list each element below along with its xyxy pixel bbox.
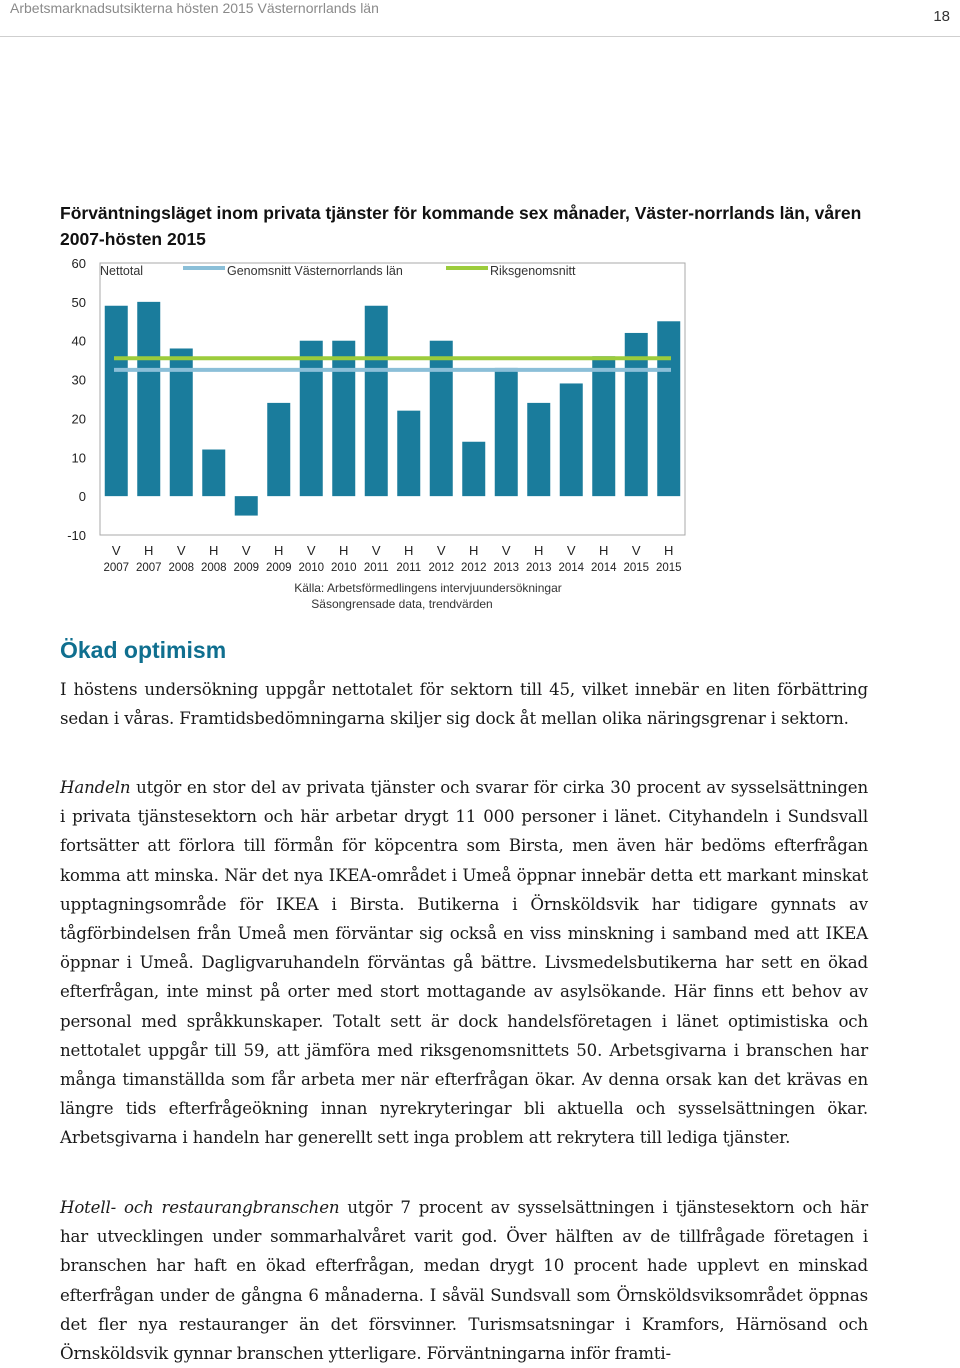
chart-note: Säsongrensade data, trendvärden	[311, 597, 493, 611]
x-tick-season: V	[176, 543, 186, 558]
x-tick-year: 2007	[103, 562, 130, 574]
paragraph-lead: Hotell- och restaurangbranschen	[60, 1198, 340, 1217]
y-tick-label: 30	[71, 372, 86, 388]
x-tick-season: H	[469, 543, 479, 558]
chart-title: Förväntningsläget inom privata tjänster för kommande sex månader, Väster-norrlands län, våren 2007-hösten 2015	[60, 203, 862, 249]
bar	[397, 411, 420, 496]
x-tick-season: V	[111, 543, 121, 558]
bar	[137, 302, 160, 496]
bar	[430, 341, 453, 496]
bar	[105, 306, 128, 496]
x-tick-year: 2012	[460, 562, 487, 574]
x-tick-season: H	[534, 543, 544, 558]
x-tick-year: 2009	[233, 562, 260, 574]
x-tick-season: H	[339, 543, 349, 558]
x-tick-year: 2014	[590, 562, 617, 574]
x-tick-year: 2015	[623, 562, 650, 574]
legend-label: Genomsnitt Västernorrlands län	[227, 264, 403, 278]
x-tick-season: H	[274, 543, 284, 558]
x-tick-year: 2010	[298, 562, 325, 574]
bar	[332, 341, 355, 496]
paragraph-lead: Handeln	[60, 778, 131, 797]
bar	[462, 442, 485, 496]
bar	[267, 403, 290, 496]
x-tick-year: 2015	[655, 562, 682, 574]
paragraph-intro: I höstens undersökning uppgår nettotalet för sektorn till 45, vilket innebär en liten förbättring sedan i våras. Framtidsbedömningarna skiljer sig dock åt mellan olika näringsgrenar i sektorn.	[60, 680, 868, 729]
y-tick-label: -10	[67, 528, 86, 543]
bar	[657, 321, 680, 496]
chart-source: Källa: Arbetsförmedlingens intervjuundersökningar	[294, 581, 562, 595]
paragraph-handeln	[60, 773, 868, 1153]
x-tick-season: V	[306, 543, 316, 558]
bar	[592, 356, 615, 496]
page-number: 18	[933, 8, 950, 25]
x-tick-year: 2009	[265, 562, 292, 574]
x-tick-year: 2013	[525, 562, 552, 574]
y-tick-label: 20	[71, 411, 86, 427]
x-tick-year: 2011	[396, 562, 422, 574]
x-tick-season: H	[404, 543, 414, 558]
x-tick-season: H	[209, 543, 219, 558]
x-tick-season: V	[436, 543, 446, 558]
x-tick-season: H	[664, 543, 674, 558]
bar	[365, 306, 388, 496]
y-tick-label: 10	[71, 450, 86, 466]
x-tick-season: H	[144, 543, 154, 558]
legend-label: Riksgenomsnitt	[490, 264, 576, 278]
y-tick-label: 0	[78, 489, 86, 505]
x-tick-season: V	[631, 543, 641, 558]
x-tick-year: 2008	[200, 562, 227, 574]
bar-chart	[0, 255, 960, 625]
section-heading: Ökad optimism	[60, 637, 227, 663]
bar	[495, 368, 518, 496]
bar	[202, 450, 225, 497]
x-tick-year: 2013	[493, 562, 520, 574]
x-tick-season: V	[501, 543, 511, 558]
page-header	[0, 0, 960, 37]
x-tick-year: 2008	[168, 562, 195, 574]
document-title: Arbetsmarknadsutsikterna hösten 2015 Västernorrlands län	[10, 0, 379, 16]
bar	[560, 383, 583, 496]
x-tick-year: 2007	[135, 562, 162, 574]
x-tick-year: 2010	[330, 562, 357, 574]
bar	[527, 403, 550, 496]
x-tick-year: 2012	[428, 562, 455, 574]
x-tick-year: 2011	[363, 562, 389, 574]
bar	[235, 496, 258, 515]
y-tick-label: 50	[71, 294, 86, 310]
y-tick-label: 60	[71, 256, 86, 271]
x-tick-season: H	[599, 543, 609, 558]
legend-label: Nettotal	[100, 264, 144, 278]
x-tick-season: V	[566, 543, 576, 558]
x-tick-year: 2014	[558, 562, 585, 574]
x-tick-season: V	[241, 543, 251, 558]
paragraph-hotell	[60, 1193, 868, 1368]
x-tick-season: V	[371, 543, 381, 558]
y-tick-label: 40	[71, 333, 86, 349]
bar	[300, 341, 323, 496]
paragraph-text: utgör en stor del av privata tjänster och svarar för cirka 30 procent av sysselsättningen i privata tjänstesektorn och här arbetar drygt 11 000 personer i länet. Cityhandeln i Sundsvall fortsätter att förlora till förmån för köpcentra som Birsta, men även här bedöms efterfrågan komma att minska. När det nya IKEA-området i Umeå öppnar innebär detta ett markant minskat upptagningsområde för IKEA i Birsta. Butikerna i Örnsköldsvik har tidigare gynnats av tågförbindelsen från Umeå men förväntar sig också en viss minskning i samband med att IKEA öppnar i Umeå. Dagligvaruhandeln förväntas gå bättre. Livsmedelsbutikerna har sett en ökad efterfrågan, inte minst på orter med stort mottagande av asylsökande. Här finns ett behov av personal med språkkunskaper. Totalt sett är dock handelsföretagen i länet optimistiska och nettotalet uppgår till 59, att jämföra med riksgenomsnittets 50. Arbetsgivarna i branschen har många timanställda som får arbeta mer när efterfrågan ökar. Av denna orsak kan det krävas en längre tids efterfrågeökning innan nyrekryteringar bli aktuella och sysselsättningen ökar. Arbetsgivarna i handeln har generellt sett inga problem att rekrytera till lediga tjänster.	[60, 778, 868, 1148]
paragraph-text: utgör 7 procent av sysselsättningen i tjänstesektorn och här har utvecklingen under sommarhalvåret varit god. Över hälften av de tillfrågade företagen i branschen har haft en ökad efterfrågan, medan drygt 10 procent hade upplevt en minskad efterfrågan under de gångna 6 månaderna. I såväl Sundsvall som Örnsköldsviksområdet öppnas det fler nya restauranger än det försvinner. Turismsatsningar i Kramfors, Härnösand och Örnsköldsvik gynnar branschen ytterligare. Förväntningarna inför framti-	[60, 1198, 868, 1364]
